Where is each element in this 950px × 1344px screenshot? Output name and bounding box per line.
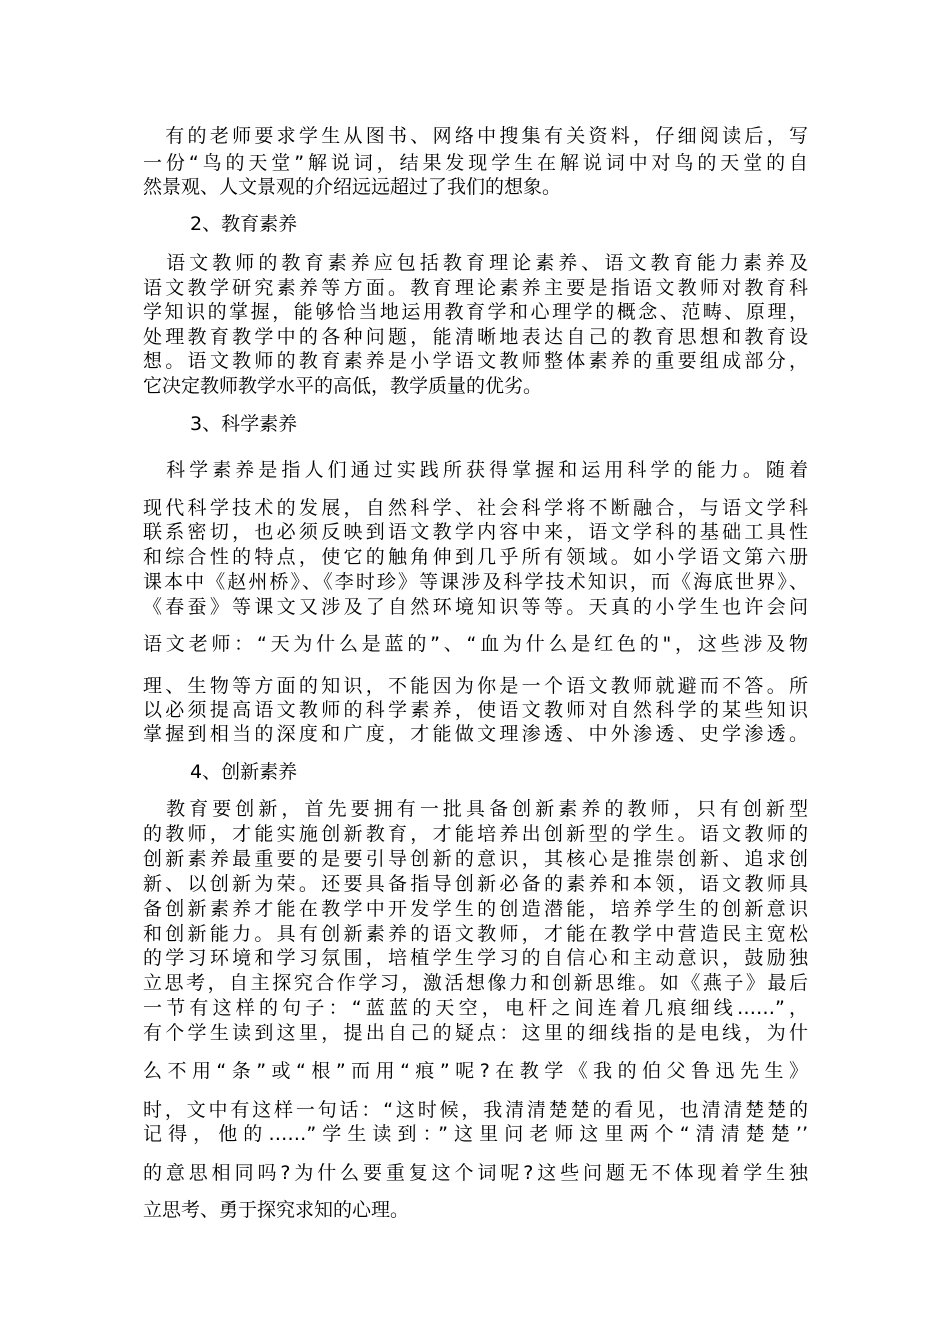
section-heading: 2、教育素养 xyxy=(190,213,298,235)
paragraph-line: 现代科学技术的发展，自然科学、社会科学将不断融合，与语文学科 xyxy=(143,497,808,519)
paragraph-line: 新、以创新为荣。还要具备指导创新必备的素养和本领，语文教师具 xyxy=(143,873,808,895)
paragraph-line: 一份“鸟的天堂”解说词，结果发现学生在解说词中对鸟的天堂的自 xyxy=(143,152,808,174)
paragraph-line: 的教师，才能实施创新教育，才能培养出创新型的学生。语文教师的 xyxy=(143,823,808,845)
paragraph-line: 有的老师要求学生从图书、网络中搜集有关资料，仔细阅读后，写 xyxy=(143,125,808,147)
paragraph-line: 它决定教师教学水平的高低，教学质量的优劣。 xyxy=(143,375,543,397)
paragraph-line: 《春蚕》等课文又涉及了自然环境知识等等。天真的小学生也许会问 xyxy=(143,596,808,618)
paragraph-line: 然景观、人文景观的介绍远远超过了我们的想象。 xyxy=(143,176,562,198)
paragraph-line: 的学习环境和学习氛围，培植学生学习的自信心和主动意识，鼓励独 xyxy=(143,947,808,969)
paragraph-line: 语文教师的教育素养应包括教育理论素养、语文教育能力素养及 xyxy=(143,252,808,274)
paragraph-line: 一节有这样的句子：“蓝蓝的天空，电杆之间连着几痕细线……”， xyxy=(143,997,808,1019)
paragraph-line: 立思考，自主探究合作学习，激活想像力和创新思维。如《燕子》最后 xyxy=(143,972,808,994)
paragraph-line: 处理教育教学中的各种问题，能清晰地表达自己的教育思想和教育设 xyxy=(143,326,808,348)
paragraph-line: 学知识的掌握，能够恰当地运用教育学和心理学的概念、范畴、原理， xyxy=(143,301,808,323)
paragraph-line: 创新素养最重要的是要引导创新的意识，其核心是推崇创新、追求创 xyxy=(143,848,808,870)
paragraph-line: 想。语文教师的教育素养是小学语文教师整体素养的重要组成部分， xyxy=(143,350,808,372)
paragraph-line: 以必须提高语文教师的科学素养，使语文教师对自然科学的某些知识 xyxy=(143,699,808,721)
paragraph-line: 联系密切，也必须反映到语文教学内容中来，语文学科的基础工具性 xyxy=(143,521,808,543)
paragraph-line: 语文老师：“天为什么是蓝的”、“血为什么是红色的"，这些涉及物 xyxy=(143,633,808,655)
paragraph-line: 记得，他的……”学生读到：”这里问老师这里两个“清清楚楚’’ xyxy=(143,1123,808,1145)
paragraph-line: 课本中《赵州桥》、《李时珍》等课涉及科学技术知识，而《海底世界》、 xyxy=(143,571,808,593)
paragraph-line: 有个学生读到这里，提出自己的疑点：这里的细线指的是电线，为什 xyxy=(143,1022,808,1044)
paragraph-line: 和综合性的特点，使它的触角伸到几乎所有领域。如小学语文第六册 xyxy=(143,546,808,568)
paragraph-line: 备创新素养才能在教学中开发学生的创造潜能，培养学生的创新意识 xyxy=(143,898,808,920)
paragraph-line: 的意思相同吗?为什么要重复这个词呢?这些问题无不体现着学生独 xyxy=(143,1162,808,1184)
section-heading: 3、科学素养 xyxy=(190,413,298,435)
paragraph-line: 掌握到相当的深度和广度，才能做文理渗透、中外渗透、史学渗透。 xyxy=(143,723,808,745)
section-heading: 4、创新素养 xyxy=(190,761,298,783)
paragraph-line: 和创新能力。具有创新素养的语文教师，才能在教学中营造民主宽松 xyxy=(143,923,808,945)
paragraph-line: 么不用“条”或“根”而用“痕”呢?在教学《我的伯父鲁迅先生》 xyxy=(143,1060,808,1082)
paragraph-line: 时，文中有这样一句话：“这时候，我清清楚楚的看见，也清清楚楚的 xyxy=(143,1099,808,1121)
paragraph-line: 立思考、勇于探究求知的心理。 xyxy=(143,1199,410,1221)
paragraph-line: 理、生物等方面的知识，不能因为你是一个语文教师就避而不答。所 xyxy=(143,675,808,697)
paragraph-line: 科学素养是指人们通过实践所获得掌握和运用科学的能力。随着 xyxy=(143,459,808,481)
paragraph-line: 教育要创新，首先要拥有一批具备创新素养的教师，只有创新型 xyxy=(143,798,808,820)
paragraph-line: 语文教学研究素养等方面。教育理论素养主要是指语文教师对教育科 xyxy=(143,277,808,299)
